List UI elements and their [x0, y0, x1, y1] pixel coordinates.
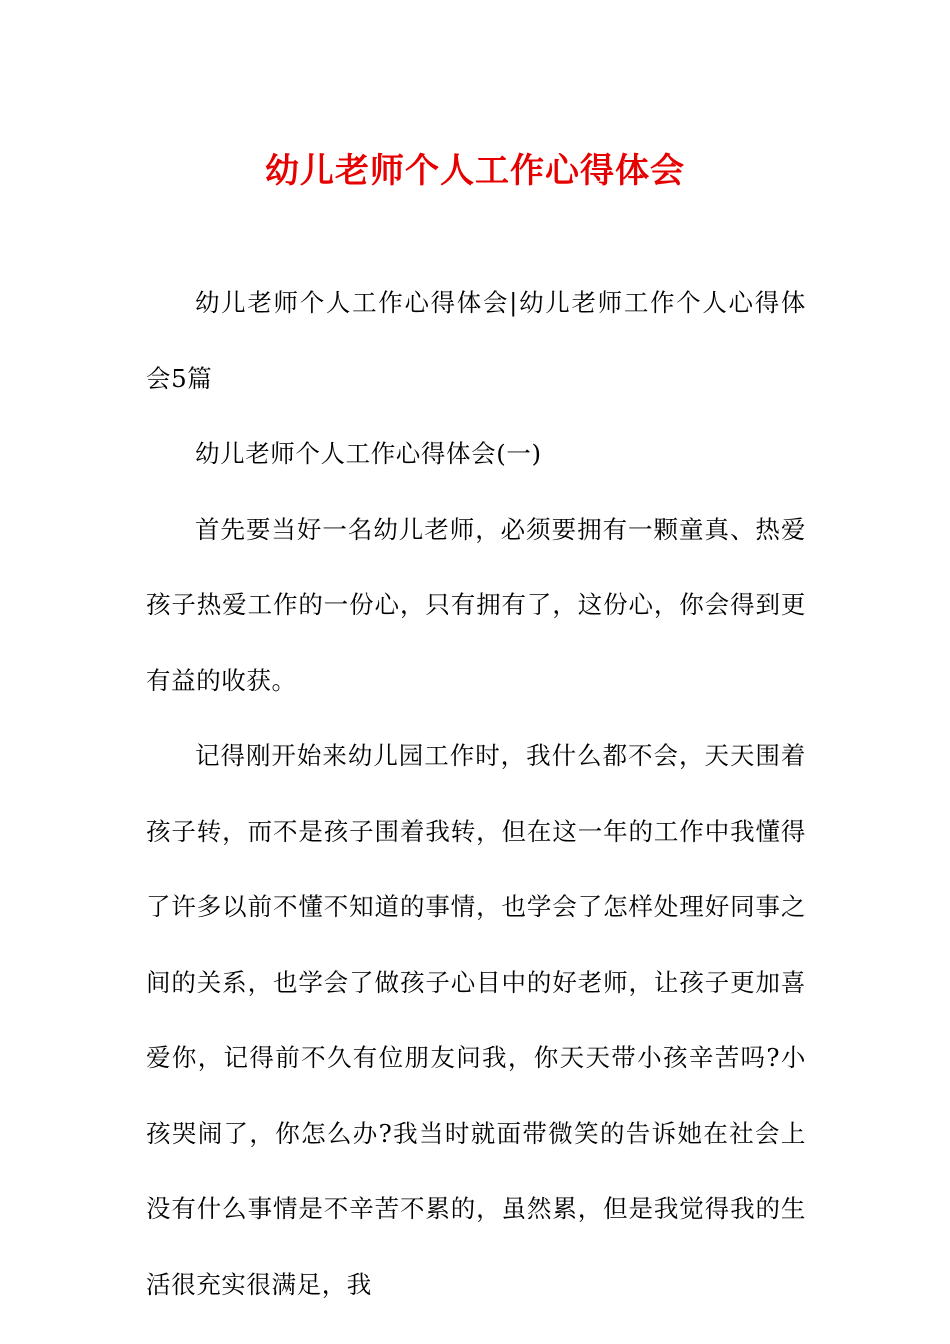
document-body — [146, 265, 806, 1322]
document-title: 幼儿老师个人工作心得体会 — [265, 151, 685, 191]
paragraph-body: 首先要当好一名幼儿老师，必须要拥有一颗童真、热爱孩子热爱工作的一份心，只有拥有了，这份心，你会得到更有益的收获。 — [146, 514, 806, 695]
paragraph-subtitle: 幼儿老师个人工作心得体会|幼儿老师工作个人心得体会5篇 — [146, 288, 806, 393]
paragraph-section-heading: 幼儿老师个人工作心得体会(一) — [195, 439, 542, 468]
paragraph-body: 记得刚开始来幼儿园工作时，我什么都不会，天天围着孩子转，而不是孩子围着我转，但在这一年的工作中我懂得了许多以前不懂不知道的事情，也学会了怎样处理好同事之间的关系，也学会了做孩子心目中的好老师，让孩子更加喜爱你，记得前不久有位朋友问我，你天天带小孩辛苦吗?小孩哭闹了，你怎么办?我当时就面带微笑的告诉她在社会上没有什么事情是不辛苦不累的，虽然累，但是我觉得我的生活很充实很满足，我 — [146, 741, 806, 1299]
